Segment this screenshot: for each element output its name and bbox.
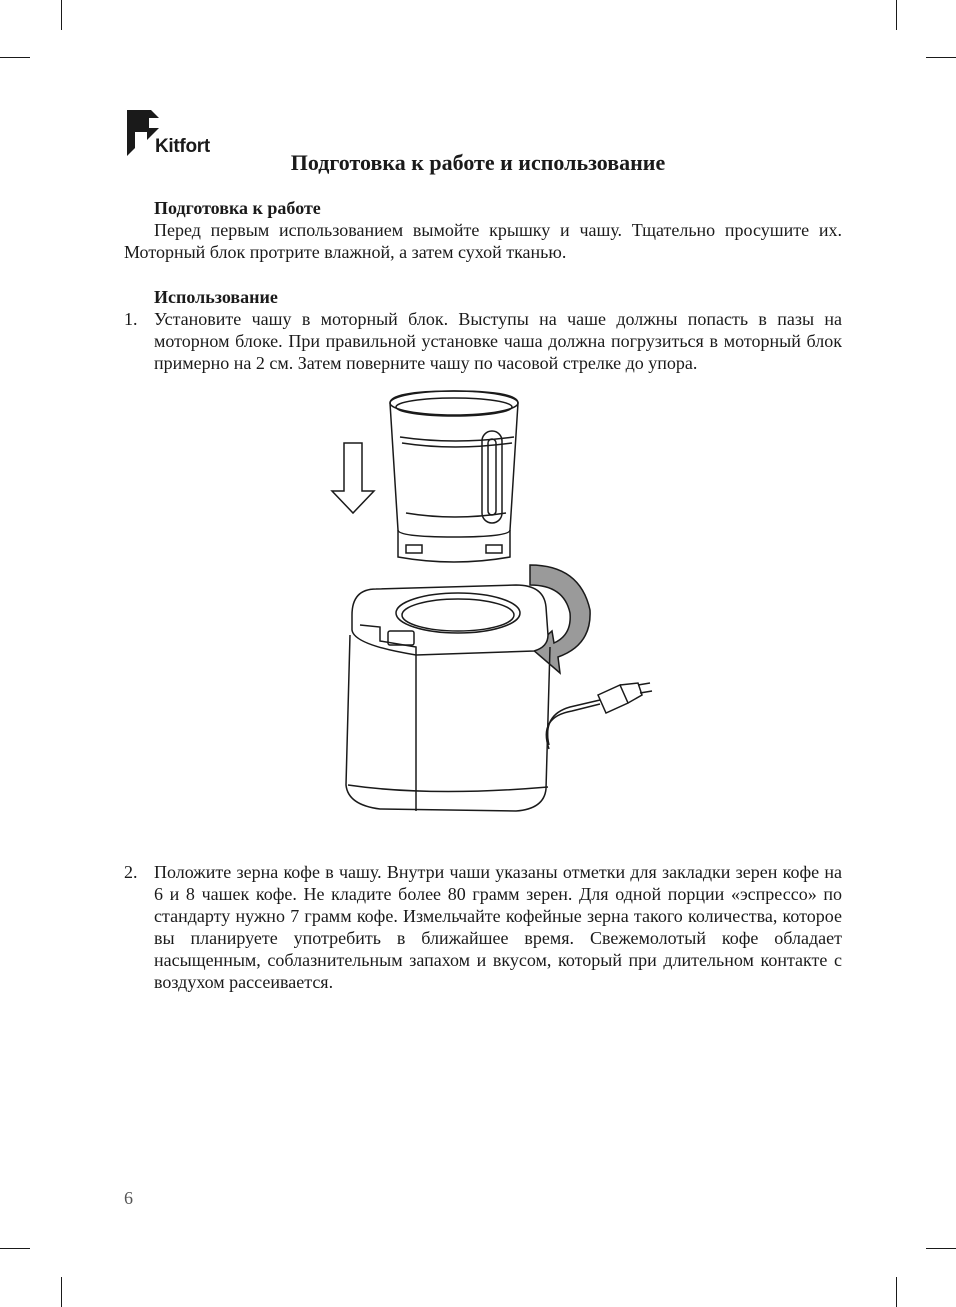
list-number: 2. [124, 862, 138, 882]
list-number: 1. [124, 309, 138, 329]
page-title: Подготовка к работе и использование [290, 150, 666, 175]
crop-mark [61, 0, 62, 30]
preparation-section [124, 197, 842, 263]
list-item [124, 308, 842, 374]
down-arrow-icon [332, 443, 374, 513]
crop-mark [926, 57, 956, 58]
list-text: Установите чашу в моторный блок. Выступы на чаше должны попасть в пазы на моторном блоке. При правильной установке чаша должна погрузиться в моторный блок примерно на 2 см. Затем поверните чашу по часовой стрелке до упора. [154, 309, 842, 373]
list-text: Положите зерна кофе в чашу. Внутри чаши указаны отметки для закладки зерен кофе на 6 и 8 чашек кофе. Не кладите более 80 грамм зерен. Для одной порции «эспрессо» по стандарту нужно 7 грамм кофе. Измельчайте кофейные зерна такого количества, которое вы планируете употребить в ближайшее время. Свежемолотый кофе обладает насыщенным, соблазнительным запахом и вкусом, который при длительном контакте с воздухом рассеивается. [154, 862, 842, 992]
crop-mark [896, 1277, 897, 1307]
preparation-heading: Подготовка к работе [154, 198, 321, 218]
page-number: 6 [124, 1188, 133, 1208]
grinder-illustration [320, 385, 660, 835]
power-cord-plug [546, 683, 652, 749]
crop-mark [0, 57, 30, 58]
crop-mark [896, 0, 897, 30]
usage-heading: Использование [154, 287, 278, 307]
usage-section-continued [124, 861, 842, 993]
usage-section [124, 286, 842, 374]
crop-mark [61, 1277, 62, 1307]
crop-mark [0, 1248, 30, 1249]
preparation-text: Перед первым использованием вымойте крышку и чашу. Тщательно просушите их. Моторный блок протрите влажной, а затем сухой тканью. [124, 220, 842, 262]
grinder-cup [390, 391, 518, 562]
brand-name: Kitfort [155, 136, 210, 157]
list-item [124, 861, 842, 993]
crop-mark [926, 1248, 956, 1249]
motor-base [346, 585, 550, 811]
